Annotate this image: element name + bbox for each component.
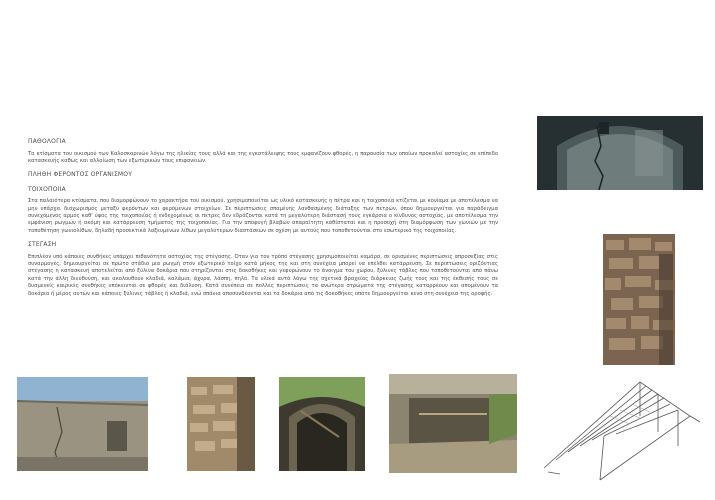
roof-heading: ΣΤΕΓΑΣΗ <box>28 241 57 249</box>
vault-crack-photo <box>537 116 703 190</box>
rubble-interior-photo <box>389 374 517 473</box>
text-column <box>28 138 498 302</box>
masonry-paragraph: Στα παλαιότερα κτίσματα, που διαμορφώνουν το χαρακτήρα του οικισμού, χρησιμοποιείται ως υλικό κατασκευής η πέτρα και η τοιχοποιία κτίζεται με κονίαμα με αποτέλεσμα να μην υπάρχει διαχωρισμός μεταξύ φερόντων και φερόμενων στοιχείων. Σε περιπτώσεις σπαμένης λανθασμένης διάταξης των πετρών, όπου δημιουργείται για παράδειγμα συνεχόμενος αρμός καθ' ύψος της τοιχοποιίας ή ενδεχομένως οι πέτρες δεν εδράζονται κατά τη μεγαλύτερη διάστασή τους εγκάρσια ο κίνδυνος αστοχίας, με αποτέλεσμα την εμφάνιση ρωγμών ή ακόμη και κατάρρευση τμήματος της τοιχοποιίας. Για την αποφυγή βλαβών απαραίτητη καθίσταται και η προσοχή στη διαμόρφωση των γωνιών με την τοποθέτηση γωνιολίθων, δηλαδή προσεκτικά λαξευμένων λίθων μεγαλύτερων διαστάσεων σε σχέση με αυτούς που τοποθετούνται στο εσωτερικό της τοιχοποιίας. <box>28 198 498 234</box>
pathology-heading: ΠΑΘΟΛΟΓΙΑ <box>28 138 66 145</box>
roof-structure-sketch <box>540 376 704 482</box>
collapsed-roof-photo <box>279 377 365 471</box>
stone-wall-photo <box>603 234 675 365</box>
pathology-paragraph: Τα κτίσματα του οικισμού των Καλοσκαρινών λόγω της ηλικίας τους αλλά και της εγκατάλειψης τους εμφανίζουν φθορές, η παρουσία των οποίων προκαλεί αστοχίες σε επίπεδο κατασκευής καθώς και αλλοίωση των εξωτερικών τους επιφανειών. <box>28 150 498 164</box>
bearing-heading: ΠΛΗΘΗ ΦΕΡΟΝΤΟΣ ΟΡΓΑΝΙΣΜΟΥ <box>28 171 133 179</box>
exterior-wall-photo <box>17 377 148 471</box>
roof-paragraph: Επιπλέον υπό κάποιες συνθήκες υπάρχει πιθανότητα αστοχίας της στέγασης. Όταν για τον τρόπο στέγασης χρησιμοποιείται καμάρα, σε ορισμένες περιπτώσεις απροσεξίας στις συναρμογές, δημιουργείται σε πρώτο στάδιο μια ρωγμή στον εξωτερικό τοίχο κατά μήκος της και στη συνέχεια μπορεί να επέλθει κατάρρευση. Σε περιπτώσεις οριζόντιας στέγασης η κατασκευή αποτελείται από ξύλινα δοκάρια που στηρίζονται στις δοκοθήκες και γεφυρώνουν το άνοιγμα του χώρου, ξύλινες τάβλες που τοποθετούνται από πάνω κατά την άλλη διεύθυνση, και ακολουθούν κλαδιά, καλάμια, άχυρα, λάσπη, πηλό. Τα υλικά αυτά λόγω της σχετικά βραχείας διάρκειας ζωής τους και της έκθεσής τους σε δυσμενείς καιρικές συνθήκες υπόκεινται σε φθορές και διάλυση. Κατά συνέπεια σε πολλές περιπτώσεις τα ανώτερα στρώματα της στέγασης καταρρέουν και απομένουν τα δοκάρια ή μέρος αυτών και κάποιες ξύλινες τάβλες ή κλαδιά, ενώ σπάνια αποσυνδέονται και τα δοκάρια από τις δοκοθήκες οπότε δημιουργείται κενό στη συνέχεια της οροφής. <box>28 253 498 297</box>
ruined-wall-photo <box>187 377 255 471</box>
masonry-heading: ΤΟΙΧΟΠΟΙΙΑ <box>28 185 66 193</box>
